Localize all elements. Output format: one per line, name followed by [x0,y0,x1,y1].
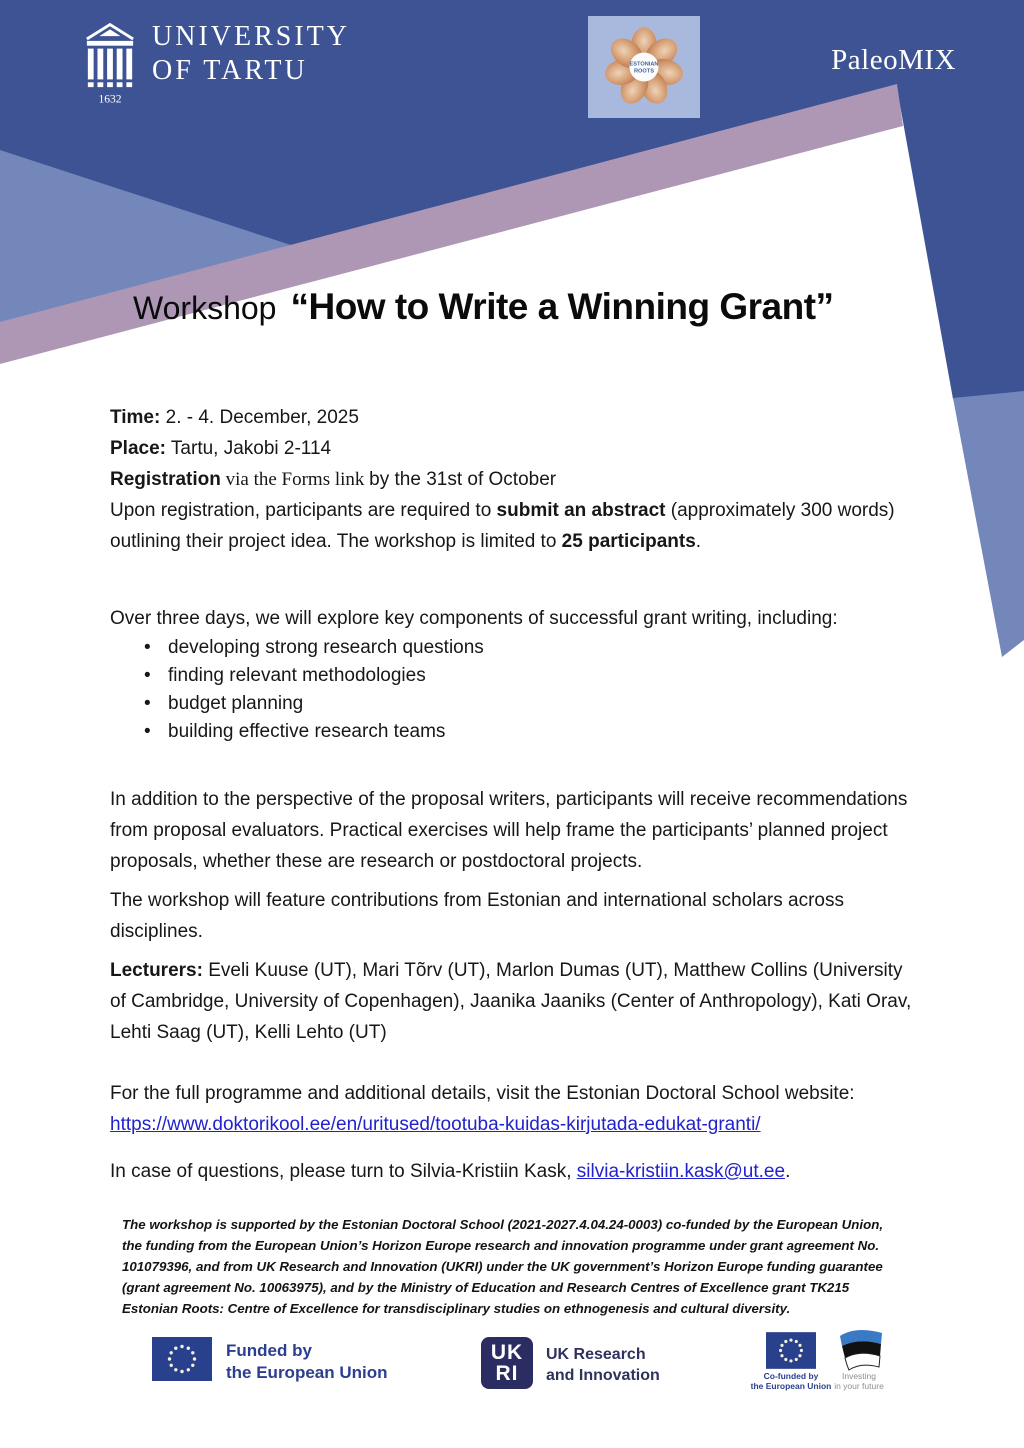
questions-pre: In case of questions, please turn to Silvia-Kristiin Kask, [110,1161,577,1182]
abstract-bold: submit an abstract [496,500,666,521]
programme-intro: For the full programme and additional details, visit the Estonian Doctoral School website: [110,1083,855,1104]
investing-line1: Investing [841,1371,877,1381]
estonian-roots-logo [588,16,700,118]
university-building-icon [84,20,136,108]
title-prefix: Workshop [133,290,277,326]
university-name-line2: OF TARTU [152,55,308,86]
abstract-mid: (approximately 300 words) outlining their project idea. The workshop is limited to [110,500,895,552]
eu-flag-icon [152,1336,212,1382]
ukri-logo-icon [481,1337,533,1389]
lecturers-value: Eveli Kuuse (UT), Mari Tõrv (UT), Marlon Dumas (UT), Matthew Collins (University of Cambridge, University of Copenhagen), Jaanika Jaaniks (Center of Anthropology), Kati Orav, Lehti Saag (UT), Kelli Lehto (UT) [110,960,912,1043]
paragraph-scholars: The workshop will feature contributions from Estonian and international scholars across disciplines. [110,890,844,942]
place-line [110,433,922,464]
paleomix-brand: PaleoMIX [831,44,956,76]
time-value: 2. - 4. December, 2025 [160,407,359,428]
lecturers-label: Lecturers: [110,960,203,981]
cofunded-line1: Co-funded by [763,1371,819,1381]
lecturers-line [110,955,922,1048]
title-quoted: “How to Write a Winning Grant” [290,286,834,327]
list-item: • developing strong research questions [110,634,922,662]
funding-fine-print: The workshop is supported by the Estonian Doctoral School (2021-2027.4.04.24-0003) co-funded by the European Union, the funding from the European Union’s Horizon Europe research and innovation programme under grant agreement No. 101079396, and from UK Research and Innovation (UKRI) under the UK government’s Horizon Europe funding guarantee (grant agreement No. 10063975), and by the Ministry of Education and Research Centres of Excellence grant TK215 Estonian Roots: Centre of Excellence for transdisciplinary studies on ethnogenesis and cultural diversity. [122,1217,884,1316]
investing-caption [814,1371,904,1391]
estonian-roots-flower-icon [597,23,691,111]
place-label: Place: [110,438,166,459]
abstract-end: . [695,531,702,552]
ukri-label [546,1344,660,1386]
participants-bold: 25 participants [561,531,696,552]
ukri-abbr-uk: UK [490,1341,524,1364]
paragraph-evaluators: In addition to the perspective of the proposal writers, participants will receive recommendations from proposal evaluators. Practical exercises will help frame the participants’ planned project proposals, whether these are research or postdoctoral projects. [110,789,908,872]
funded-by-eu-label [226,1340,388,1384]
university-of-tartu-logo [84,20,350,108]
page-title [133,286,834,328]
funded-by-line2: the European Union [226,1363,388,1382]
programme-line [110,1078,922,1140]
cofunded-line2: the European Union [750,1381,832,1391]
registration-label: Registration [110,469,221,490]
topics-list [110,634,922,746]
university-name-line1: UNIVERSITY [152,21,350,52]
contact-email-link[interactable]: silvia-kristiin.kask@ut.ee [576,1161,786,1182]
list-item: • finding relevant methodologies [110,662,922,690]
cofunded-eu-flag-icon [766,1332,816,1369]
university-name [152,20,350,108]
place-value: Tartu, Jakobi 2-114 [165,438,332,459]
roots-text-line2: ROOTS [633,68,655,75]
funded-by-line1: Funded by [226,1341,312,1360]
programme-url-link[interactable]: https://www.doktorikool.ee/en/uritused/tootuba-kuidas-kirjutada-edukat-granti/ [110,1114,761,1135]
abstract-line [110,495,922,557]
ukri-abbr-ri: RI [495,1362,519,1385]
time-label: Time: [110,407,161,428]
abstract-pre: Upon registration, participants are required to [110,500,497,521]
founding-year: 1632 [98,93,122,106]
questions-line [110,1156,922,1187]
registration-rest: by the 31st of October [369,469,557,490]
event-details [110,402,922,557]
ukri-line2: and Innovation [546,1367,660,1384]
investing-line2: in your future [834,1381,884,1391]
list-item: • budget planning [110,690,922,718]
registration-serif-segment: via the Forms link [220,469,370,490]
list-item: • building effective research teams [110,718,922,746]
explore-intro: Over three days, we will explore key components of successful grant writing, including: [110,608,838,629]
roots-text-line1: ESTONIAN [629,61,659,68]
registration-line [110,464,922,495]
main-text-column [110,402,922,1187]
questions-end: . [785,1161,791,1182]
estonian-flag-icon [830,1327,886,1371]
ukri-line1: UK Research [546,1346,646,1363]
time-line [110,402,922,433]
